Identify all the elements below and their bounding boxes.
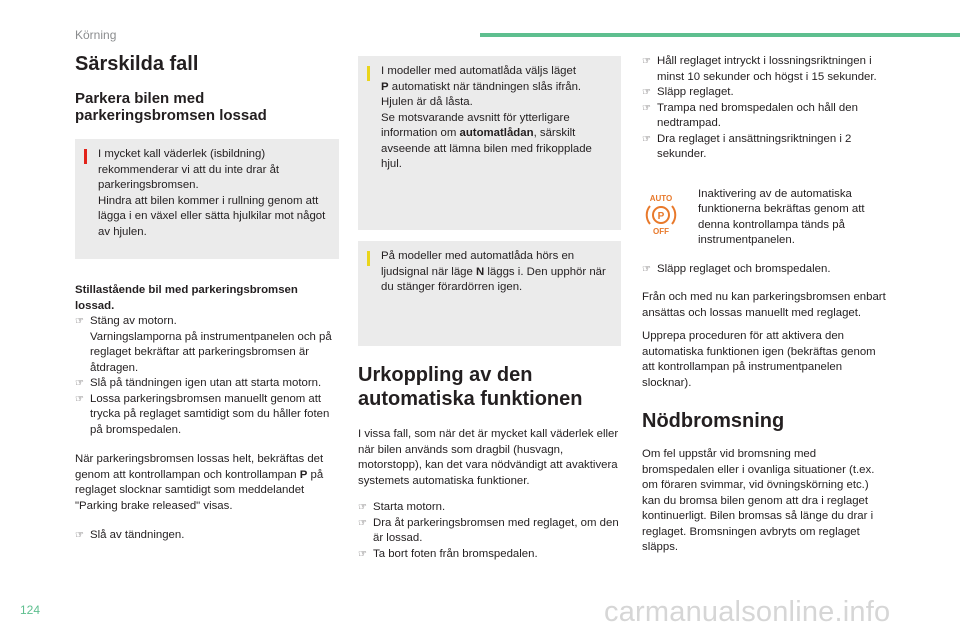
svg-text:OFF: OFF: [653, 226, 669, 235]
auto-p-off-lamp-graphic: [642, 193, 680, 235]
step-arrow-icon: ☞: [358, 502, 367, 513]
info-marker-icon: [367, 66, 370, 81]
column-middle: [358, 56, 621, 562]
warning-text: I mycket kall väderlek (isbildning) rekommenderar vi att du inte drar åt parkeringsbromsen. Hindra att bilen kommer i rullning genom att lägga i en växel eller sätta hjulkilar mot något av hjulen.: [98, 148, 326, 238]
svg-text:P: P: [657, 210, 665, 222]
step-arrow-icon: ☞: [642, 56, 651, 67]
step-item: [642, 262, 887, 278]
lamp-description: Inaktivering av de automatiska funktionerna bekräftas genom att denna kontrollampa tänds på instrumentpanelen.: [698, 187, 865, 246]
step-item: [642, 101, 887, 132]
warning-box: [75, 139, 339, 259]
step-arrow-icon: ☞: [358, 548, 367, 560]
step-arrow-icon: ☞: [75, 378, 84, 389]
info-text-signal: På modeller med automatlåda hörs en ljudsignal när läge N läggs i. Den upphör när du stänger förardörren igen.: [381, 250, 606, 293]
steps-list-2: [358, 500, 621, 562]
steps-list-3: [642, 54, 887, 163]
steps-list-1: [75, 314, 339, 438]
section-label: Körning: [75, 28, 117, 42]
step-item: [642, 85, 887, 101]
step-arrow-icon: ☞: [642, 102, 651, 114]
step-text: Dra reglaget i ansättningsriktningen i 2 sekunder.: [657, 132, 852, 160]
step-arrow-icon: ☞: [75, 530, 84, 541]
auto-off-lamp-row: [642, 187, 887, 249]
step-text: Slå av tändningen.: [90, 529, 185, 541]
step-text: Lossa parkeringsbromsen manuellt genom att trycka på reglaget samtidigt som du håller foten på bromspedalen.: [90, 392, 330, 436]
step-text: Dra åt parkeringsbromsen med reglaget, om den är lossad.: [373, 516, 619, 544]
section-title-emergency: Nödbromsning: [642, 410, 785, 432]
section-title-disengage: Urkoppling av den automatiska funktionen: [358, 364, 583, 410]
step-arrow-icon: ☞: [642, 263, 651, 275]
svg-text:AUTO: AUTO: [649, 193, 673, 203]
step-item: [75, 392, 339, 439]
column-right: [642, 54, 887, 556]
step-arrow-icon: ☞: [75, 393, 84, 405]
step-arrow-icon: ☞: [642, 87, 651, 98]
reactivate-paragraph: Upprepa proceduren för att aktivera den automatiska funktionen igen (bekräftas genom att kontrollampan på instrumentpanelen slocknar).: [642, 330, 876, 389]
manual-only-paragraph: Från och med nu kan parkeringsbromsen enbart ansättas och lossas manuellt med reglaget.: [642, 291, 886, 319]
subsection-title-parking: Parkera bilen med parkeringsbromsen lossad: [75, 90, 267, 124]
step-text: Släpp reglaget.: [657, 86, 734, 98]
info-text-automatic: I modeller med automatlåda väljs läget P automatiskt när tändningen slås ifrån. Hjulen är då låsta. Se motsvarande avsnitt för ytterligare information om automatlådan, särskilt avseende att lämna bilen med frikopplade hjul.: [381, 65, 592, 170]
step-item: [642, 132, 887, 163]
step-arrow-icon: ☞: [642, 133, 651, 145]
step-item: [358, 516, 621, 547]
watermark: carmanualsonline.info: [604, 596, 891, 628]
emergency-paragraph: Om fel uppstår vid bromsning med bromspedalen eller i ovanliga situationer (t.ex. om föraren svimmar, vid övningskörning etc.) kan du bromsa bilen genom att dra i reglaget kontinuerligt. Bilen bromsas så länge du drar i reglaget. Bromsningen avbryts om reglaget släpps.: [642, 448, 875, 553]
info-box-automatic: [358, 56, 621, 230]
step-text: Släpp reglaget och bromspedalen.: [657, 262, 831, 275]
step-text: Starta motorn.: [373, 501, 446, 513]
step-text: Trampa ned bromspedalen och håll den nedtrampad.: [657, 101, 858, 129]
disengage-intro: I vissa fall, som när det är mycket kall väderlek eller när bilen används som dragbil (husvagn, motorstopp), kan det vara nödvändigt att avaktivera systemets automatiska funktioner.: [358, 428, 619, 487]
section-bar: [480, 33, 960, 37]
step-arrow-icon: ☞: [358, 517, 367, 529]
step-item: [75, 314, 339, 376]
warning-marker-icon: [84, 149, 87, 164]
step-item: [75, 528, 339, 544]
column-left: [75, 52, 339, 544]
page-number: 124: [20, 603, 41, 617]
step-arrow-icon: ☞: [75, 316, 84, 327]
step-item: [642, 54, 887, 85]
step-text: Stäng av motorn. Varningslamporna på instrumentpanelen och på reglaget bekräftar att parkeringsbromsen är åtdragen.: [90, 315, 332, 374]
step-text: Ta bort foten från bromspedalen.: [373, 547, 538, 560]
info-marker-icon: [367, 251, 370, 266]
step-item: [75, 376, 339, 392]
step-item: [358, 500, 621, 516]
step-item: [358, 547, 621, 563]
section-title-special-cases: Särskilda fall: [75, 53, 199, 75]
info-box-signal: [358, 241, 621, 346]
step-text: Håll reglaget intryckt i lossningsriktningen i minst 10 sekunder och högst i 15 sekunder.: [657, 55, 877, 83]
auto-p-off-warning-lamp-icon: [642, 187, 698, 249]
stationary-heading: Stillastående bil med parkeringsbromsen lossad.: [75, 284, 298, 312]
release-confirmation-paragraph: När parkeringsbromsen lossas helt, bekräftas det genom att kontrollampan och kontrollampan P på reglaget slocknar samtidigt som meddelandet "Parking brake released" visas.: [75, 453, 324, 512]
step-text: Slå på tändningen igen utan att starta motorn.: [90, 377, 322, 389]
